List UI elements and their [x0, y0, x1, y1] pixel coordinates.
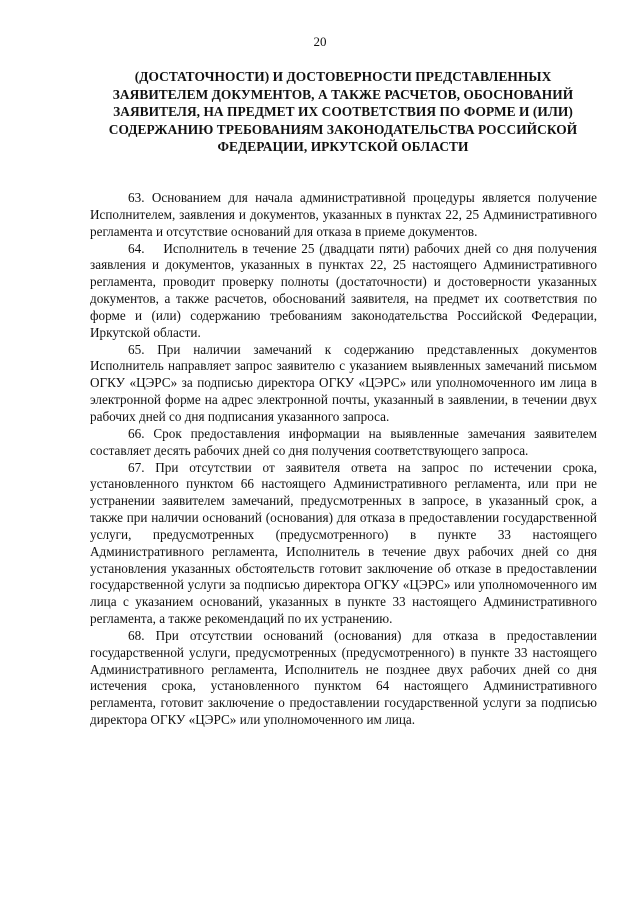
- document-body: [90, 190, 597, 729]
- paragraph-65: 65. При наличии замечаний к содержанию представленных документов Исполнитель направляет запрос заявителю с указанием выявленных замечаний письмом ОГКУ «ЦЭРС» за подписью директора ОГКУ «ЦЭРС» или уполномоченного им лица в электронной форме на адрес электронной почты, указанный в заявлении, в течении двух рабочих дней со дня подписания указанного запроса.: [90, 341, 597, 424]
- section-heading: (ДОСТАТОЧНОСТИ) И ДОСТОВЕРНОСТИ ПРЕДСТАВЛЕННЫХ ЗАЯВИТЕЛЕМ ДОКУМЕНТОВ, А ТАКЖЕ РАСЧЕТОВ, ОБОСНОВАНИЙ ЗАЯВИТЕЛЯ, НА ПРЕДМЕТ ИХ СООТВЕТСТВИЯ ПО ФОРМЕ И (ИЛИ) СОДЕРЖАНИЮ ТРЕБОВАНИЯМ ЗАКОНОДАТЕЛЬСТВА РОССИЙСКОЙ ФЕДЕРАЦИИ, ИРКУТСКОЙ ОБЛАСТИ: [108, 69, 578, 155]
- paragraph-64: 64. Исполнитель в течение 25 (двадцати пяти) рабочих дней со дня получения заявления и документов, указанных в пунктах 22, 25 настоящего Административного регламента, проводит проверку полноты (достаточности) и достоверности указанных документов, а также расчетов, обоснований заявителя, на предмет их соответствия по форме и (или) содержанию требованиям законодательства Российской Федерации, Иркутской области.: [90, 240, 597, 340]
- paragraph-63: 63. Основанием для начала административной процедуры является получение Исполнителем, заявления и документов, указанных в пунктах 22, 25 Административного регламента и отсутствие оснований для отказа в приеме документов.: [90, 190, 597, 239]
- paragraph-66: 66. Срок предоставления информации на выявленные замечания заявителем составляет десять рабочих дней со дня получения соответствующего запроса.: [90, 425, 597, 458]
- paragraph-67: 67. При отсутствии от заявителя ответа на запрос по истечении срока, установленного пунктом 66 настоящего Административного регламента, или при не устранении заявителем замечаний, предусмотренных в запросе, в указанный срок, а также при наличии оснований (основания) для отказа в предоставлении государственной услуги, предусмотренных (предусмотренного) в пункте 33 настоящего Административного регламента, Исполнитель в течение двух рабочих дней со дня установления указанных обстоятельств готовит заключение об отказе в предоставлении государственной услуги за подписью директора ОГКУ «ЦЭРС» или уполномоченного им лица с указанием оснований, указанных в пункте 33 настоящего Административного регламента, а также рекомендаций по их устранению.: [90, 459, 597, 627]
- paragraph-68: 68. При отсутствии оснований (основания) для отказа в предоставлении государственной услуги, предусмотренных (предусмотренного) в пункте 33 настоящего Административного регламента, Исполнитель не позднее двух рабочих дней со дня истечения срока, установленного пунктом 64 настоящего Административного регламента, готовит заключение о предоставлении государственной услуги за подписью директора ОГКУ «ЦЭРС» или уполномоченного им лица.: [90, 627, 597, 728]
- page-number: 20: [313, 34, 327, 49]
